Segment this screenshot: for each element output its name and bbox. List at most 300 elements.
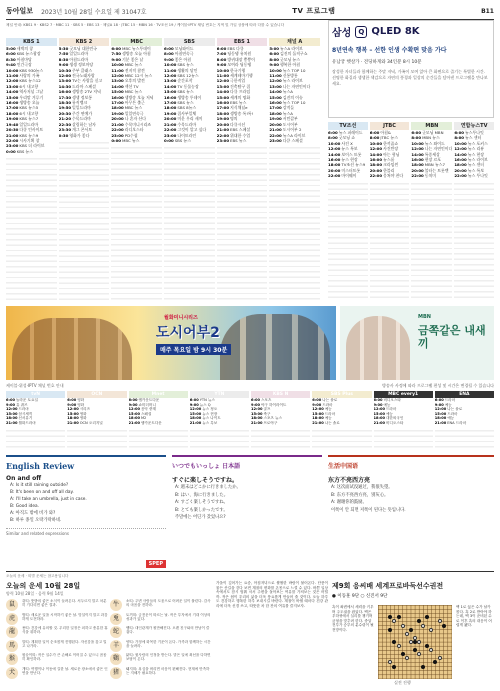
program-title: 뉴스A 라이브: [280, 46, 303, 51]
samsung-logo: 삼성: [332, 28, 352, 39]
program-time: 6:00: [67, 398, 77, 402]
banner-time: 매주 목요일 밤 9시 30분: [156, 344, 231, 355]
program-time: 9:00: [6, 402, 15, 407]
program-title: 음악 중계: [140, 407, 156, 412]
channel-header: SBS Plus: [312, 391, 371, 398]
zodiac-text: 양띠: 가정에 화목한 기운이 돈다. 가족과 함께하는 시간을 늘려라.: [126, 639, 211, 648]
program-time: 14:00: [216, 89, 230, 95]
program-title: 모닝와이드: [174, 46, 194, 51]
program-time: 13:00: [164, 78, 177, 84]
masthead: [6, 4, 494, 18]
listing-filler: [328, 179, 368, 302]
program-title: 골프: [263, 407, 271, 412]
program-time: 12:00: [189, 407, 202, 412]
program-title: 프로야구: [263, 420, 278, 425]
program-time: 14:00: [411, 151, 424, 157]
schedule-column: [67, 391, 126, 451]
program-title: 위대한 수업: [230, 132, 251, 138]
program-title: 뉴스 현장: [202, 411, 218, 416]
program-time: 17:00: [111, 100, 124, 106]
program-time: 18:00: [6, 416, 18, 421]
program-title: 나는 솔로: [447, 407, 463, 412]
program-title: 세계의 명화: [230, 94, 251, 100]
zodiac-list: [6, 599, 212, 679]
program-title: 행복한 아침: [280, 62, 301, 68]
program-time: 22:00: [164, 127, 177, 133]
english-lines: [6, 482, 166, 524]
program-time: 21:00: [251, 420, 263, 425]
zodiac-icon: 羊: [110, 640, 122, 652]
schedule-column: [164, 38, 215, 303]
dialogue-line: A: 아직도 밖에 비가 와?: [10, 511, 56, 516]
program-title: 비디오스타: [385, 420, 404, 425]
program-time: 21:00: [312, 420, 324, 425]
program-time: 6:00: [454, 130, 464, 135]
white-stone: [388, 660, 392, 664]
schedule-column: [217, 38, 268, 303]
program-time: 21:00: [6, 420, 18, 425]
baduk-comment-2: 백 1로 끊은 수가 날카롭다. 흑 2로 받아야 하는데, 백 3이 준비된 수로 이후 흑의 대응이 어렵게 됐다.: [456, 605, 492, 627]
program-title: MBC 12시 뉴스: [124, 73, 153, 79]
info-strip: 오늘의 운세 · 띠별 운세는 참고용입니다: [6, 574, 69, 578]
dialogue-line: 이쪽이 안 되면 저쪽이 된다는 뜻입니다.: [331, 507, 406, 513]
program-time: 20:30: [6, 127, 19, 133]
program-time: 18:00: [411, 162, 424, 168]
black-stone: [388, 628, 392, 632]
chinese-main: 东方不亮西方亮: [328, 477, 371, 484]
program-title: 뉴스 포커스: [467, 140, 488, 146]
program-time: 12:00: [128, 407, 140, 412]
channel-header: KBS 2: [59, 38, 110, 46]
board-label: 실전 진행: [394, 680, 411, 685]
program-time: 6:00: [251, 398, 260, 402]
program-time: 5:30: [58, 46, 69, 51]
page-number: B11: [481, 7, 494, 15]
program-title: 나는 자연인이다: [282, 83, 311, 89]
program-time: 9:00: [312, 402, 322, 407]
chinese-title: 生活中国语: [328, 463, 359, 470]
program-time: 19:00: [164, 110, 177, 116]
white-stone: [405, 632, 409, 636]
program-title: 6시 내고향: [19, 110, 39, 116]
program-title: 수목드라마: [177, 121, 197, 127]
program-time: 21:00: [189, 420, 202, 425]
program-title: 수목드라마: [72, 116, 91, 122]
program-time: 12:00: [373, 407, 385, 412]
program-time: 15:00: [434, 411, 447, 416]
channel-header: MBC every1: [374, 391, 433, 398]
program-title: EBS 다큐: [227, 46, 244, 51]
zodiac-icon: 猪: [110, 667, 122, 679]
program-time: 21:00: [128, 420, 140, 425]
zodiac-text: 말띠: 계획한 일이 순조롭게 진행된다. 자신감을 갖고 밀고 나가라.: [22, 639, 107, 648]
program-time: 9:00: [189, 402, 199, 407]
go-board: [378, 605, 452, 679]
black-stone: [417, 619, 421, 623]
program-time: 13:00: [58, 78, 72, 84]
program-time: 13:00: [111, 78, 124, 84]
program-time: 6:00: [373, 398, 383, 402]
program-time: 0:30: [58, 132, 69, 138]
dialogue-line: A: 这次面试没通过，我很失望。: [331, 485, 393, 490]
black-stone: [401, 652, 405, 656]
english-note: Similar and related expressions: [6, 528, 166, 536]
program-time: 5:00: [6, 46, 16, 51]
black-stone: [392, 665, 396, 669]
listing-filler: [312, 426, 371, 451]
program-title: 생방송 2TV 저녁: [72, 89, 101, 95]
program-time: 22:00: [6, 137, 19, 143]
program-time: 20:00: [216, 121, 230, 127]
program-time: 23:00: [269, 137, 282, 143]
program-title: 뉴스투나잇: [465, 130, 484, 135]
schedule-column: [435, 391, 494, 451]
program-time: 8:30: [6, 56, 16, 62]
program-title: 엠카운트다운: [140, 420, 162, 425]
white-stone: [429, 648, 433, 652]
program-time: 19:00: [216, 116, 230, 122]
program-title: 뉴스 정오: [202, 407, 218, 412]
program-title: 뉴스A: [282, 110, 293, 116]
program-title: 예능: [324, 416, 332, 421]
banner-network: MBN: [418, 314, 431, 320]
program-title: 아침&: [380, 130, 391, 135]
program-title: 뉴스 Q: [199, 402, 211, 407]
program-time: 8:30: [58, 56, 69, 62]
program-title: 생생 정보통: [72, 94, 93, 100]
program-time: 19:40: [6, 121, 19, 127]
program-title: 아침마당: [16, 56, 32, 62]
program-time: 14:00: [369, 151, 383, 157]
program-title: 생방송 오늘 아침: [122, 51, 151, 57]
program-time: 8:00: [369, 135, 380, 141]
program-time: 12:00: [67, 407, 79, 412]
program-title: 영화가 좋다: [69, 132, 90, 138]
program-time: 10:00: [369, 140, 383, 146]
program-time: 12:00: [411, 146, 424, 152]
program-title: 사건 X: [341, 140, 353, 146]
white-stone: [438, 619, 442, 623]
program-time: 20:00: [411, 167, 424, 173]
program-title: 뉴스 라이브: [467, 157, 488, 163]
schedule-column: [370, 122, 410, 302]
program-time: 7:50: [111, 51, 122, 57]
program-title: 명의: [230, 116, 238, 122]
program-time: 13:00: [269, 83, 282, 89]
program-title: 우리말 겨루기: [19, 94, 44, 100]
program-title: 일일드라마: [19, 121, 39, 127]
schedule-column: [190, 391, 249, 451]
program-title: 극한직업: [230, 78, 246, 84]
program-title: 드라마: [385, 407, 397, 412]
program-time: 8:00: [454, 135, 464, 141]
zodiac-icon: 龍: [6, 626, 18, 638]
program-time: 11:00: [216, 73, 230, 79]
program-time: 23:30: [58, 127, 72, 133]
listing-filler: [129, 426, 188, 451]
program-time: 17:00: [216, 105, 230, 111]
program-title: 뉴스 리뷰: [467, 146, 484, 152]
q-icon: Q: [355, 26, 367, 38]
schedule-column: [6, 391, 65, 451]
program-time: 14:00: [454, 151, 467, 157]
dialogue-line: B: 하루 종일 오락가락하네.: [10, 518, 62, 523]
samsung-ad: [328, 20, 494, 118]
listing-filler: [67, 426, 126, 451]
program-time: 15:00: [164, 89, 177, 95]
program-title: 예능: [383, 402, 391, 407]
program-title: 뉴스 와이드: [424, 140, 445, 146]
listing-filler: [454, 179, 494, 302]
black-stone: [442, 624, 446, 628]
horoscope: [6, 581, 212, 687]
program-title: 좋은 아침: [174, 56, 191, 62]
program-time: 10:00: [269, 67, 282, 73]
zodiac-text: 용띠: 건강에 유의할 것. 무리한 일정은 피하고 충분한 휴식을 취하라.: [22, 626, 108, 635]
program-title: 축구: [263, 411, 271, 416]
dialogue-line: B: はい、海に行きました。: [175, 492, 229, 498]
dialogue-line: A: I'll take an umbrella, just in case.: [10, 497, 87, 502]
program-time: 8:00: [164, 51, 174, 57]
zodiac-icon: 馬: [6, 640, 18, 652]
program-title: 김진의 이슈: [282, 94, 303, 100]
program-time: 9:00: [216, 62, 227, 68]
program-title: 생방송 투데이: [177, 94, 202, 100]
program-time: 22:00: [411, 173, 424, 179]
program-time: 0:00: [111, 137, 122, 143]
japanese-lesson: [172, 455, 322, 570]
program-title: 뮤직뱅크: [72, 100, 88, 106]
program-title: SBS 8뉴스: [177, 105, 197, 111]
program-time: 16:00: [454, 157, 467, 163]
program-title: 삼시세끼: [18, 411, 33, 416]
ad-sub: 유남궁 햇살가 · 견딩하게와 34인분 8시 10분: [332, 60, 422, 65]
white-stone: [397, 644, 401, 648]
schedule-column: [411, 122, 452, 302]
program-time: 18:00: [312, 416, 324, 421]
program-time: 15:00: [269, 94, 282, 100]
program-title: 영화: [79, 411, 87, 416]
program-title: KBS 930뉴스: [19, 67, 44, 73]
program-title: 특종세상: [424, 151, 440, 157]
listing-filler: [6, 426, 65, 451]
program-time: 15:00: [251, 411, 263, 416]
program-title: 불타는 트롯맨: [424, 167, 449, 173]
program-time: 17:00: [269, 105, 282, 111]
program-title: MBN 뉴스7: [424, 162, 445, 168]
program-title: EBS 스페셜: [230, 127, 251, 133]
program-time: 16:00: [164, 94, 177, 100]
program-time: 16:00: [369, 157, 383, 163]
program-title: 생방송 오늘: [19, 100, 40, 106]
listing-filler: [269, 143, 320, 303]
zodiac-text: 토끼띠: 금전운이 따르는 날. 작은 투자에서 기대 이상의 성과가 있다.: [126, 612, 211, 621]
program-title: 아침드라마: [69, 56, 89, 62]
program-time: 15:00: [189, 411, 202, 416]
program-time: 18:00: [269, 110, 282, 116]
program-title: 사건반장: [383, 146, 399, 152]
program-time: 6:00: [328, 130, 338, 135]
channel-guide: 채널 안내: KBS1 9 · KBS2 7 · MBC 11 · SBS 5 · EBS 13 · 채널A 18 · JTBC 15 · MBN 16 · TV조선 19 / 케이블·IPTV 채널 번호는 지역 및 가입 상품에 따라 다를 수 있습니다: [6, 23, 285, 27]
program-title: 아는 형님: [383, 151, 400, 157]
program-title: 그것이 알고 싶다: [177, 127, 207, 133]
baduk-title: 제9회 응씨배 세계프로바둑선수권전: [332, 582, 444, 590]
program-title: 강적들: [282, 105, 294, 111]
program-time: 21:00: [373, 420, 385, 425]
zodiac-icon: 猴: [6, 653, 18, 665]
program-time: 6:00: [164, 46, 174, 51]
white-stone: [401, 624, 405, 628]
program-time: 18:00: [6, 110, 19, 116]
program-time: 15:00: [6, 94, 19, 100]
program-title: 딩동댕 유치원: [227, 51, 252, 57]
program-time: 21:00: [434, 420, 447, 425]
program-time: 6:00: [111, 46, 122, 51]
black-stone: [433, 660, 437, 664]
white-stone: [429, 628, 433, 632]
channel-header: JTBC: [370, 122, 410, 130]
program-time: 16:00: [411, 157, 424, 163]
program-time: 12:00: [111, 73, 124, 79]
program-title: 전국노래자랑: [72, 73, 95, 79]
program-time: 16:00: [216, 100, 230, 106]
program-time: 10:00: [111, 62, 124, 68]
program-title: SBS 뉴스: [177, 100, 194, 106]
program-title: 나는 자연인이다: [424, 146, 453, 152]
program-time: 5:00: [269, 46, 280, 51]
program-title: 수목미니시리즈: [124, 121, 152, 127]
program-title: 아무튼 출근: [124, 100, 145, 106]
program-time: 6:00: [216, 46, 227, 51]
program-title: YTN 뉴스: [199, 398, 215, 402]
dialogue-line: A: すごく楽しそうですね。: [175, 500, 228, 505]
program-title: 굿모닝 뉴스: [280, 56, 301, 62]
program-title: 드라마: [324, 411, 336, 416]
program-title: 나 혼자 산다: [124, 116, 146, 122]
paper-name: 동아일보: [6, 6, 34, 15]
program-title: 도시어부 2: [282, 127, 302, 133]
program-time: 14:00: [164, 83, 177, 89]
program-title: 뭉쳐야 찬다: [383, 173, 404, 179]
program-title: 뉴스 현장: [341, 157, 358, 163]
program-time: 15:00: [373, 411, 385, 416]
program-time: 19:00: [269, 116, 282, 122]
baduk-comment: 흑이 좌변에서 세력을 키우며 주도권을 잡았다. 백은 우하귀에서 실리를 챙기며 균형을 맞추려 한다. 중앙 전투가 승부의 분수령이 될 전망이다.: [332, 605, 374, 632]
program-time: 15:00: [67, 411, 79, 416]
program-time: 18:00: [128, 416, 140, 421]
program-time: 15:00: [128, 411, 140, 416]
ad-body: 장성한 자녀들과 함께하는 주말 저녁, 가족이 모여 앉아 큰 화면으로 즐기는 특별한 시간. 선명한 화질과 생생한 색감으로 자연의 풍경과 일상의 순간들을 담아낸 프로그램을 만나보세요.: [332, 69, 488, 86]
program-title: 뉴스A 라이브: [282, 132, 306, 138]
white-stone: [421, 624, 425, 628]
dialogue-line: A: Is it still raining outside?: [10, 483, 69, 488]
program-time: 9:00: [67, 402, 77, 407]
program-title: EBS 뉴스: [230, 137, 247, 143]
program-time: 13:00: [216, 83, 230, 89]
schedule-column: [111, 38, 162, 303]
program-time: 12:00: [434, 407, 447, 412]
program-time: 18:00: [328, 162, 341, 168]
program-title: 영화: [77, 398, 85, 402]
japanese-lines: [172, 484, 322, 522]
program-time: 15:00: [312, 411, 324, 416]
program-time: 6:00: [434, 398, 444, 402]
program-time: 17:30: [58, 94, 72, 100]
program-time: 11:00: [6, 73, 19, 79]
chinese-lines: [328, 484, 494, 514]
program-title: 드라마: [18, 407, 29, 412]
black-stone: [392, 640, 396, 644]
program-time: 10:00: [328, 140, 341, 146]
ad-brand: [332, 24, 490, 39]
program-title: 보이스 트롯: [341, 151, 362, 157]
program-time: 9:00: [373, 402, 383, 407]
channel-header: 채널 A: [269, 38, 320, 46]
zodiac-text: 원숭이띠: 작은 실수가 큰 손해로 이어질 수 있으니 꼼꼼히 확인하라.: [22, 653, 107, 662]
program-time: 9:00: [111, 56, 122, 62]
program-time: 21:20: [58, 116, 72, 122]
program-time: 15:00: [6, 411, 18, 416]
program-time: 8:00: [216, 56, 227, 62]
bottom-rule: [6, 571, 494, 572]
cast-photo: [12, 318, 132, 380]
program-title: TV조선 뉴스9: [341, 162, 366, 168]
program-title: 지식채널e: [230, 105, 248, 111]
channel-header: 연합뉴스TV: [454, 122, 494, 130]
zodiac-text: 닭띠: 윗사람의 인정을 받는다. 맡은 일에 최선을 다하면 보답이 온다.: [126, 653, 211, 662]
program-time: 8:00: [411, 135, 422, 141]
program-title: 동치미: [424, 173, 437, 179]
channel-header: tvN: [6, 391, 65, 398]
program-title: 뉴스 투나잇: [467, 173, 488, 179]
program-title: PD수첩: [124, 132, 138, 138]
program-title: OCN 오리지널: [79, 420, 103, 425]
program-title: EBS 뉴스: [230, 100, 247, 106]
listing-filler: [190, 426, 249, 451]
program-title: 크라임씬: [383, 162, 399, 168]
program-time: 21:00: [216, 127, 230, 133]
program-time: 18:00: [189, 416, 202, 421]
zodiac-text: 개띠: 여행이나 이동에 길한 날. 새로운 장소에서 좋은 인연을 만난다.: [22, 666, 108, 675]
program-time: 12:00: [6, 407, 18, 412]
program-title: 개그 콘서트: [72, 127, 93, 133]
listing-filler: [370, 179, 410, 302]
program-time: 14:30: [58, 83, 72, 89]
program-title: 생생 정보마당: [69, 62, 94, 68]
channel-header: KBS N: [251, 391, 310, 398]
program-time: 6:00: [411, 130, 422, 135]
program-time: 19:00: [111, 110, 124, 116]
program-title: MBC 뉴스: [122, 137, 140, 143]
white-stone: [438, 656, 442, 660]
program-title: 나이트라인: [177, 132, 197, 138]
schedule-column: [454, 122, 494, 302]
program-title: 예능: [444, 402, 452, 407]
cast-photo-2: [220, 314, 330, 380]
program-title: 뉴스 센터: [467, 162, 484, 168]
listing-filler: [251, 426, 310, 451]
channel-header: TV조선: [328, 122, 368, 130]
program-title: 생방송 톡!톡!: [230, 110, 254, 116]
program-title: 건축탐구 집: [230, 83, 251, 89]
program-title: TV 동물농장: [177, 83, 199, 89]
zodiac-text: 범띠: 새로운 일을 시작하기 좋은 날. 망설이지 말고 과감하게 도전하라.: [22, 612, 108, 621]
program-title: 시사기획 창: [19, 137, 40, 143]
program-time: 9:00: [58, 62, 69, 68]
right-schedule-grid: [328, 122, 494, 302]
program-title: 뉴스 TOP 10: [282, 100, 306, 106]
program-time: 18:00: [373, 416, 385, 421]
